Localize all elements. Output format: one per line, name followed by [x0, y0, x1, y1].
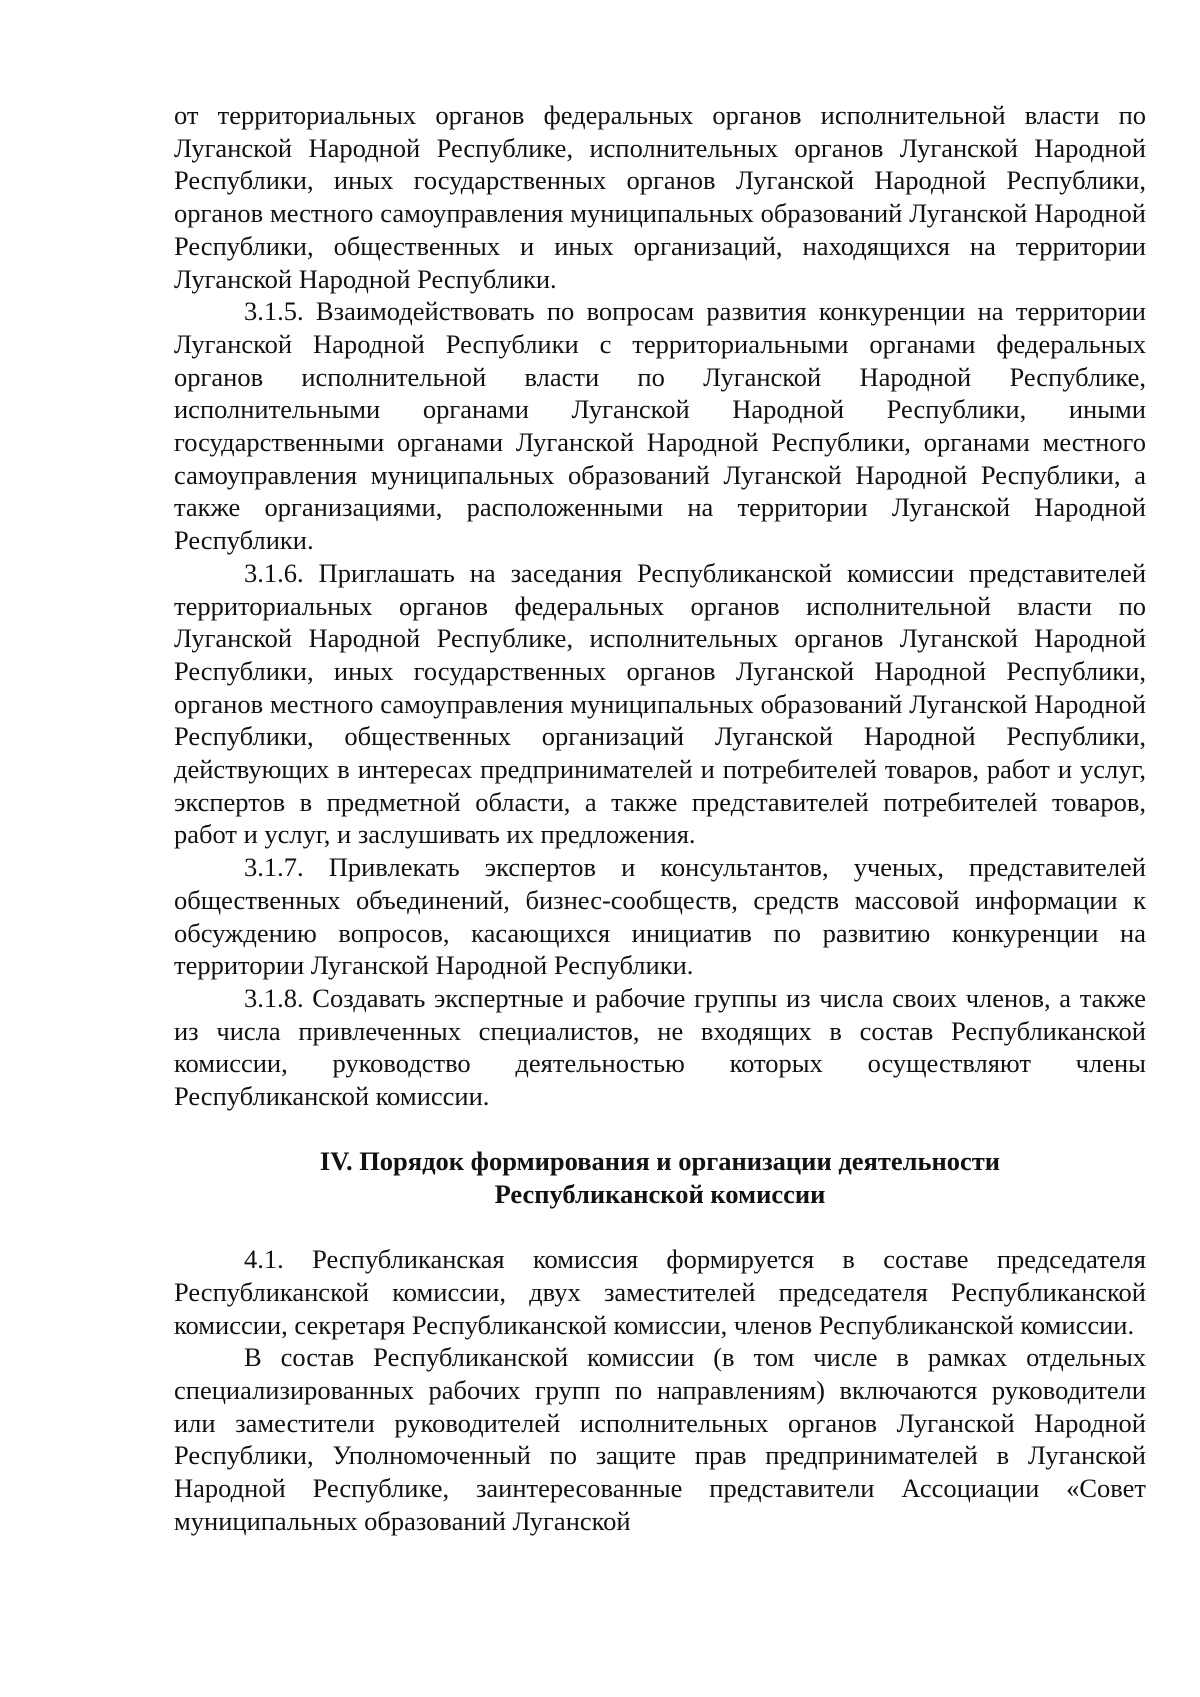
section-heading-line-1: IV. Порядок формирования и организации деятельности — [319, 1145, 1001, 1176]
paragraph-3-1-8: 3.1.8. Создавать экспертные и рабочие группы из числа своих членов, а также из числа привлеченных специалистов, не входящих в состав Республиканской комиссии, руководство деятельностью которых осуществляют члены Республиканской комиссии. — [174, 982, 1146, 1112]
section-heading-line-2: Республиканской комиссии — [494, 1178, 826, 1209]
spacer — [174, 1113, 1146, 1145]
paragraph-3-1-6: 3.1.6. Приглашать на заседания Республиканской комиссии представителей территориальных органов федеральных органов исполнительной власти по Луганской Народной Республике, исполнительных органов Луганской Народной Республики, иных государственных органов Луганской Народной Республики, органов местного самоуправления муниципальных образований Луганской Народной Республики, общественных организаций Луганской Народной Республики, действующих в интересах предпринимателей и потребителей товаров, работ и услуг, экспертов в предметной области, а также представителей потребителей товаров, работ и услуг, и заслушивать их предложения. — [174, 557, 1146, 850]
section-heading — [174, 1145, 1146, 1210]
paragraph-4-1: 4.1. Республиканская комиссия формируется в составе председателя Республиканской комиссии, двух заместителей председателя Республиканской комиссии, секретаря Республиканской комиссии, членов Республиканской комиссии. — [174, 1244, 1146, 1340]
paragraph-3-1-5: 3.1.5. Взаимодействовать по вопросам развития конкуренции на территории Луганской Народной Республики с территориальными органами федеральных органов исполнительной власти по Луганской Народной Республике, исполнительными органами Луганской Народной Республики, иными государственными органами Луганской Народной Республики, органами местного самоуправления муниципальных образований Луганской Народной Республики, а также организациями, расположенными на территории Луганской Народной Республики. — [174, 296, 1146, 556]
paragraph-3-1-7: 3.1.7. Привлекать экспертов и консультантов, ученых, представителей общественных объединений, бизнес-сообществ, средств массовой информации к обсуждению вопросов, касающихся инициатив по развитию конкуренции на территории Луганской Народной Республики. — [174, 852, 1146, 981]
paragraph-continuation: от территориальных органов федеральных органов исполнительной власти по Луганской Народной Республике, исполнительных органов Луганской Народной Республики, иных государственных органов Луганской Народной Республики, органов местного самоуправления муниципальных образований Луганской Народной Республики, общественных и иных организаций, находящихся на территории Луганской Народной Республики. — [174, 100, 1146, 294]
paragraph-composition: В состав Республиканской комиссии (в том числе в рамках отдельных специализированных рабочих групп по направлениям) включаются руководители или заместители руководителей исполнительных органов Луганской Народной Республики, Уполномоченный по защите прав предпринимателей в Луганской Народной Республике, заинтересованные представители Ассоциации «Совет муниципальных образований Луганской — [174, 1342, 1146, 1536]
document-page — [174, 99, 1146, 1538]
spacer — [174, 1210, 1146, 1243]
